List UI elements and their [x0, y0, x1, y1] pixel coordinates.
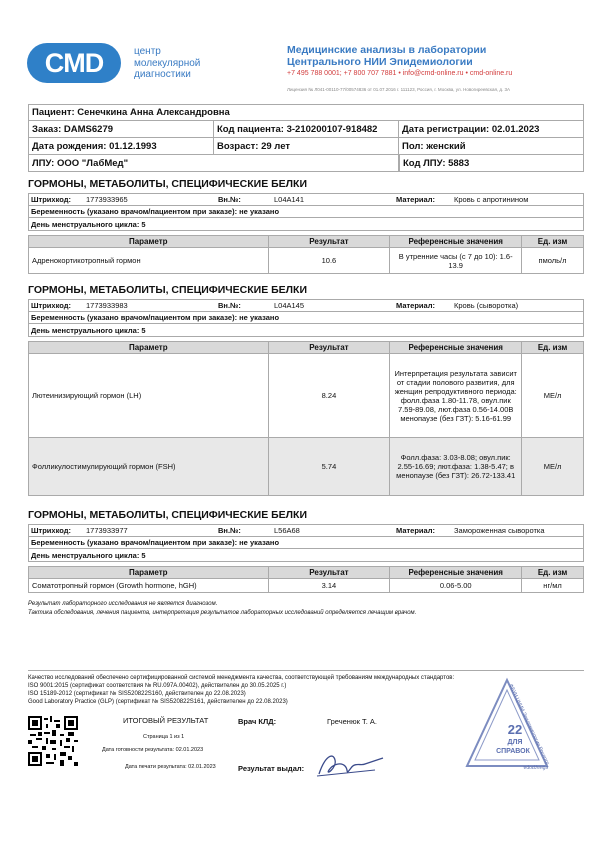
material-label: Материал:	[396, 195, 435, 204]
lpu-name: ЛПУ: ООО "ЛабМед"	[29, 155, 399, 171]
center-line-1: центр	[134, 46, 161, 57]
qr-code-icon	[28, 716, 78, 766]
cert-line-2: ISO 9001:2015 (сертификат соответствия № RU.097A.00402), действителен до 30.05.2025 г.)	[28, 683, 287, 689]
unit-value: МЕ/л	[522, 438, 584, 496]
center-line-2: молекулярной	[134, 57, 201, 69]
pregnancy-text: Беременность (указано врачом/пациентом при заказе): не указано	[31, 313, 280, 322]
age: Возраст: 29 лет	[214, 138, 399, 154]
signature-icon	[315, 748, 385, 780]
col-ref: Референсные значения	[390, 567, 522, 579]
barcode-value: 1773933983	[86, 301, 128, 310]
param-name: Адренокортикотропный гормон	[29, 248, 269, 274]
unit-value: нг/мл	[522, 579, 584, 593]
print-date: Дата печати результата: 02.01.2023	[125, 764, 216, 770]
barcode-value: 1773933965	[86, 195, 128, 204]
patient-block	[28, 104, 584, 172]
doctor-label: Врач КЛД:	[238, 717, 277, 726]
cert-line-4: Good Laboratory Practice (GLP) (сертификат № SIS520822S161, действителен до 22.08.2023)	[28, 699, 288, 705]
center-name	[134, 46, 200, 81]
order-number: Заказ: DAMS6279	[29, 121, 214, 137]
final-result-label: ИТОГОВЫЙ РЕЗУЛЬТАТ	[123, 716, 209, 725]
barcode-label: Штрихкод:	[31, 526, 71, 535]
cycle-line	[29, 324, 583, 336]
lpu-code: Код ЛПУ: 5883	[399, 155, 583, 171]
vn-value: L04A145	[274, 301, 305, 310]
sample-info	[28, 193, 584, 231]
lpu-row	[28, 155, 584, 172]
lab-line-1: Медицинские анализы в лаборатории	[287, 44, 487, 56]
ready-date: Дата готовности результата: 02.01.2023	[102, 747, 204, 753]
pregnancy-line	[29, 312, 583, 324]
table-row	[29, 354, 584, 438]
results-table	[28, 566, 584, 593]
barcode-value: 1773933977	[86, 526, 128, 535]
barcode-label: Штрихкод:	[31, 301, 71, 310]
section-title: ГОРМОНЫ, МЕТАБОЛИТЫ, СПЕЦИФИЧЕСКИЕ БЕЛКИ	[28, 178, 308, 190]
page-number: Страница 1 из 1	[143, 734, 185, 740]
stamp-word-1: ДЛЯ	[507, 739, 523, 746]
vn-label: Вн.№:	[218, 301, 241, 310]
table-header	[29, 236, 584, 248]
birth-date: Дата рождения: 01.12.1993	[29, 138, 214, 154]
cycle-text: День менструального цикла: 5	[31, 219, 146, 229]
registration-date: Дата регистрации: 02.01.2023	[402, 123, 540, 135]
col-param: Параметр	[29, 236, 269, 248]
stamp-ring-path: ФБУН ЦНИИ Эпидемиологии Роспотребнадзора	[507, 683, 551, 770]
section-title: ГОРМОНЫ, МЕТАБОЛИТЫ, СПЕЦИФИЧЕСКИЕ БЕЛКИ	[28, 509, 308, 521]
col-result: Результат	[268, 342, 390, 354]
col-unit: Ед. изм	[522, 236, 584, 248]
results-table	[28, 341, 584, 496]
vn-label: Вн.№:	[218, 526, 241, 535]
unit-value: пмоль/л	[522, 248, 584, 274]
col-ref: Референсные значения	[390, 342, 522, 354]
stamp-word-2: СПРАВОК	[496, 748, 530, 755]
table-header	[29, 567, 584, 579]
col-unit: Ед. изм	[522, 342, 584, 354]
table-row	[29, 438, 584, 496]
issued-label: Результат выдал:	[238, 764, 305, 773]
col-ref: Референсные значения	[390, 236, 522, 248]
patient-name: Пациент: Сенечкина Анна Александровна	[32, 107, 230, 118]
section-acth	[28, 178, 584, 274]
ref-value: В утренние часы (с 7 до 10): 1.6-13.9	[390, 248, 522, 274]
sample-codes	[29, 194, 583, 206]
material-label: Материал:	[396, 526, 435, 535]
sample-info	[28, 524, 584, 562]
ref-value: Фолл.фаза: 3.03-8.08; овул.пик: 2.55-16.69; лют.фаза: 1.38-5.47; в менопаузе (без ГЗТ): 26.72-133.41	[390, 438, 522, 496]
param-name: Соматотропный гормон (Growth hormone, hGH)	[29, 579, 269, 593]
disclaimer	[28, 600, 584, 618]
result-value: 8.24	[268, 354, 390, 438]
cycle-text: День менструального цикла: 5	[31, 550, 146, 560]
col-param: Параметр	[29, 342, 269, 354]
cycle-text: День менструального цикла: 5	[31, 325, 146, 335]
material-value: Замороженная сыворотка	[454, 526, 545, 535]
material-value: Кровь с апротинином	[454, 195, 529, 204]
center-line-3: диагностики	[134, 69, 191, 80]
cert-line-1: Качество исследований обеспечено сертифицированной системой менеджмента качества, соответствующей требованиям международных стандартов:	[28, 675, 455, 681]
license: Лицензия № Л041-00110-77/00574836 от 01.07.2016 г. 111123, Россия, г. Москва, ул. Новогиреевская, д. 3А	[287, 87, 511, 92]
disclaimer-line-1: Результат лабораторного исследования не является диагнозом.	[28, 601, 218, 607]
material-value: Кровь (сыворотка)	[454, 301, 519, 310]
header	[27, 38, 582, 98]
sample-info	[28, 299, 584, 337]
table-row	[29, 579, 584, 593]
stamp-number: 22	[507, 722, 523, 737]
lab-name	[287, 44, 486, 68]
cycle-line	[29, 218, 583, 230]
pregnancy-line	[29, 206, 583, 218]
sample-codes	[29, 300, 583, 312]
disclaimer-line-2: Тактика обследования, лечения пациента, интерпретация результатов лабораторных исследований определяется лечащим врачом.	[28, 610, 417, 616]
ref-value: 0.06-5.00	[390, 579, 522, 593]
param-name: Лютеинизирующий гормон (LH)	[29, 354, 269, 438]
cycle-line	[29, 549, 583, 561]
cmd-logo	[27, 43, 121, 83]
cert-line-3: ISO 15189-2012 (сертификат № SIS520822S160, действителен до 22.08.2023)	[28, 691, 246, 697]
result-value: 5.74	[268, 438, 390, 496]
sex: Пол: женский	[402, 140, 466, 152]
section-lh-fsh	[28, 284, 584, 496]
contacts: +7 495 788 0001; +7 800 707 7881 • info@cmd-online.ru • cmd-online.ru	[287, 70, 513, 77]
material-label: Материал:	[396, 301, 435, 310]
stamp-icon	[463, 676, 551, 772]
col-result: Результат	[268, 236, 390, 248]
birth-row	[28, 138, 584, 155]
ref-value: Интерпретация результата зависит от стадии полового развития, для женщин репродуктивного периода: фолл.фаза 1.80-11.78, овул.пик 7.59-89.08, лют.фаза 0.56-14.00В менопаузе (без ГЗТ): 5.16-61.99	[390, 354, 522, 438]
table-header	[29, 342, 584, 354]
order-row	[28, 121, 584, 138]
pregnancy-text: Беременность (указано врачом/пациентом при заказе): не указано	[31, 207, 280, 216]
section-title: ГОРМОНЫ, МЕТАБОЛИТЫ, СПЕЦИФИЧЕСКИЕ БЕЛКИ	[28, 284, 308, 296]
pregnancy-line	[29, 537, 583, 549]
section-hgh	[28, 509, 584, 593]
col-result: Результат	[268, 567, 390, 579]
lab-line-2: Центрального НИИ Эпидемиологии	[287, 56, 473, 68]
patient-name-row	[28, 104, 584, 121]
col-param: Параметр	[29, 567, 269, 579]
vn-value: L04A141	[274, 195, 305, 204]
table-row	[29, 248, 584, 274]
patient-code: Код пациента: 3-210200107-918482	[214, 121, 399, 137]
vn-label: Вн.№:	[218, 195, 241, 204]
pregnancy-text: Беременность (указано врачом/пациентом при заказе): не указано	[31, 538, 280, 547]
logo-text: CMD	[44, 47, 104, 78]
param-name: Фолликулостимулирующий гормон (FSH)	[29, 438, 269, 496]
sample-codes	[29, 525, 583, 537]
result-value: 10.6	[268, 248, 390, 274]
vn-value: L56A68	[274, 526, 300, 535]
barcode-label: Штрихкод:	[31, 195, 71, 204]
col-unit: Ед. изм	[522, 567, 584, 579]
results-table	[28, 235, 584, 274]
result-value: 3.14	[268, 579, 390, 593]
doctor-name: Греченюк Т. А.	[327, 717, 377, 726]
unit-value: МЕ/л	[522, 354, 584, 438]
